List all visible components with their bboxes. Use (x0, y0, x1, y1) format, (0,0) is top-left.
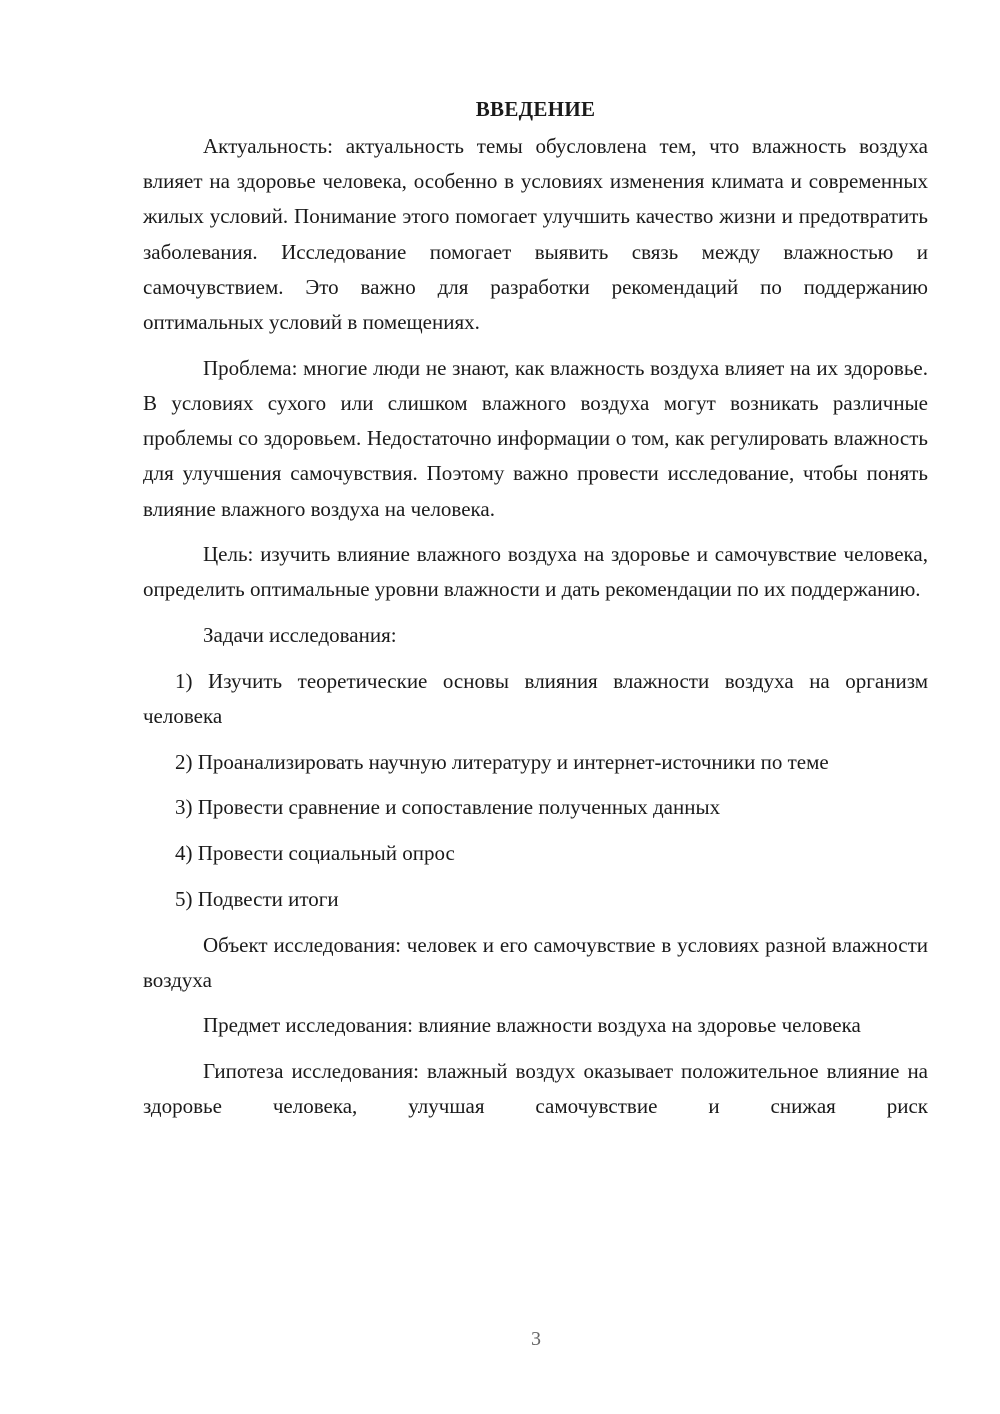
goal-paragraph: Цель: изучить влияние влажного воздуха на здоровье и самочувствие человека, определить оптимальные уровни влажности и дать рекомендации по их поддержанию. (143, 542, 928, 602)
section-heading: ВВЕДЕНИЕ (475, 97, 596, 121)
task-item: 3) Провести сравнение и сопоставление полученных данных (175, 795, 721, 820)
task-item: 1) Изучить теоретические основы влияния влажности воздуха на организм человека (143, 668, 928, 729)
problem-paragraph: Проблема: многие люди не знают, как влажность воздуха влияет на их здоровье. В условиях сухого или слишком влажного воздуха могут возникать различные проблемы со здоровьем. Недостаточно информации о том, как регулировать влажность для улучшения самочувствия. Поэтому важно провести исследование, чтобы понять влияние влажного воздуха на человека. (143, 355, 928, 521)
relevance-paragraph: Актуальность: актуальность темы обусловлена тем, что влажность воздуха влияет на здоровье человека, особенно в условиях изменения климата и современных жилых условий. Понимание этого помогает улучшить качество жизни и предотвратить заболевания. Исследование помогает выявить связь между влажностью и самочувствием. Это важно для разработки рекомендаций по поддержанию оптимальных условий в помещениях. (143, 134, 928, 335)
task-item: 4) Провести социальный опрос (175, 841, 455, 866)
subject-paragraph: Предмет исследования: влияние влажности воздуха на здоровье человека (203, 1013, 861, 1038)
document-page (143, 92, 928, 1135)
hypothesis-paragraph: Гипотеза исследования: влажный воздух оказывает положительное влияние на здоровье человека, улучшая самочувствие и снижая риск (143, 1059, 928, 1119)
task-item: 2) Проанализировать научную литературу и интернет-источники по теме (175, 749, 829, 774)
task-item: 5) Подвести итоги (175, 886, 339, 911)
tasks-title: Задачи исследования: (203, 623, 397, 648)
object-paragraph: Объект исследования: человек и его самочувствие в условиях разной влажности воздуха (143, 932, 928, 992)
page-number: 3 (531, 1328, 541, 1350)
